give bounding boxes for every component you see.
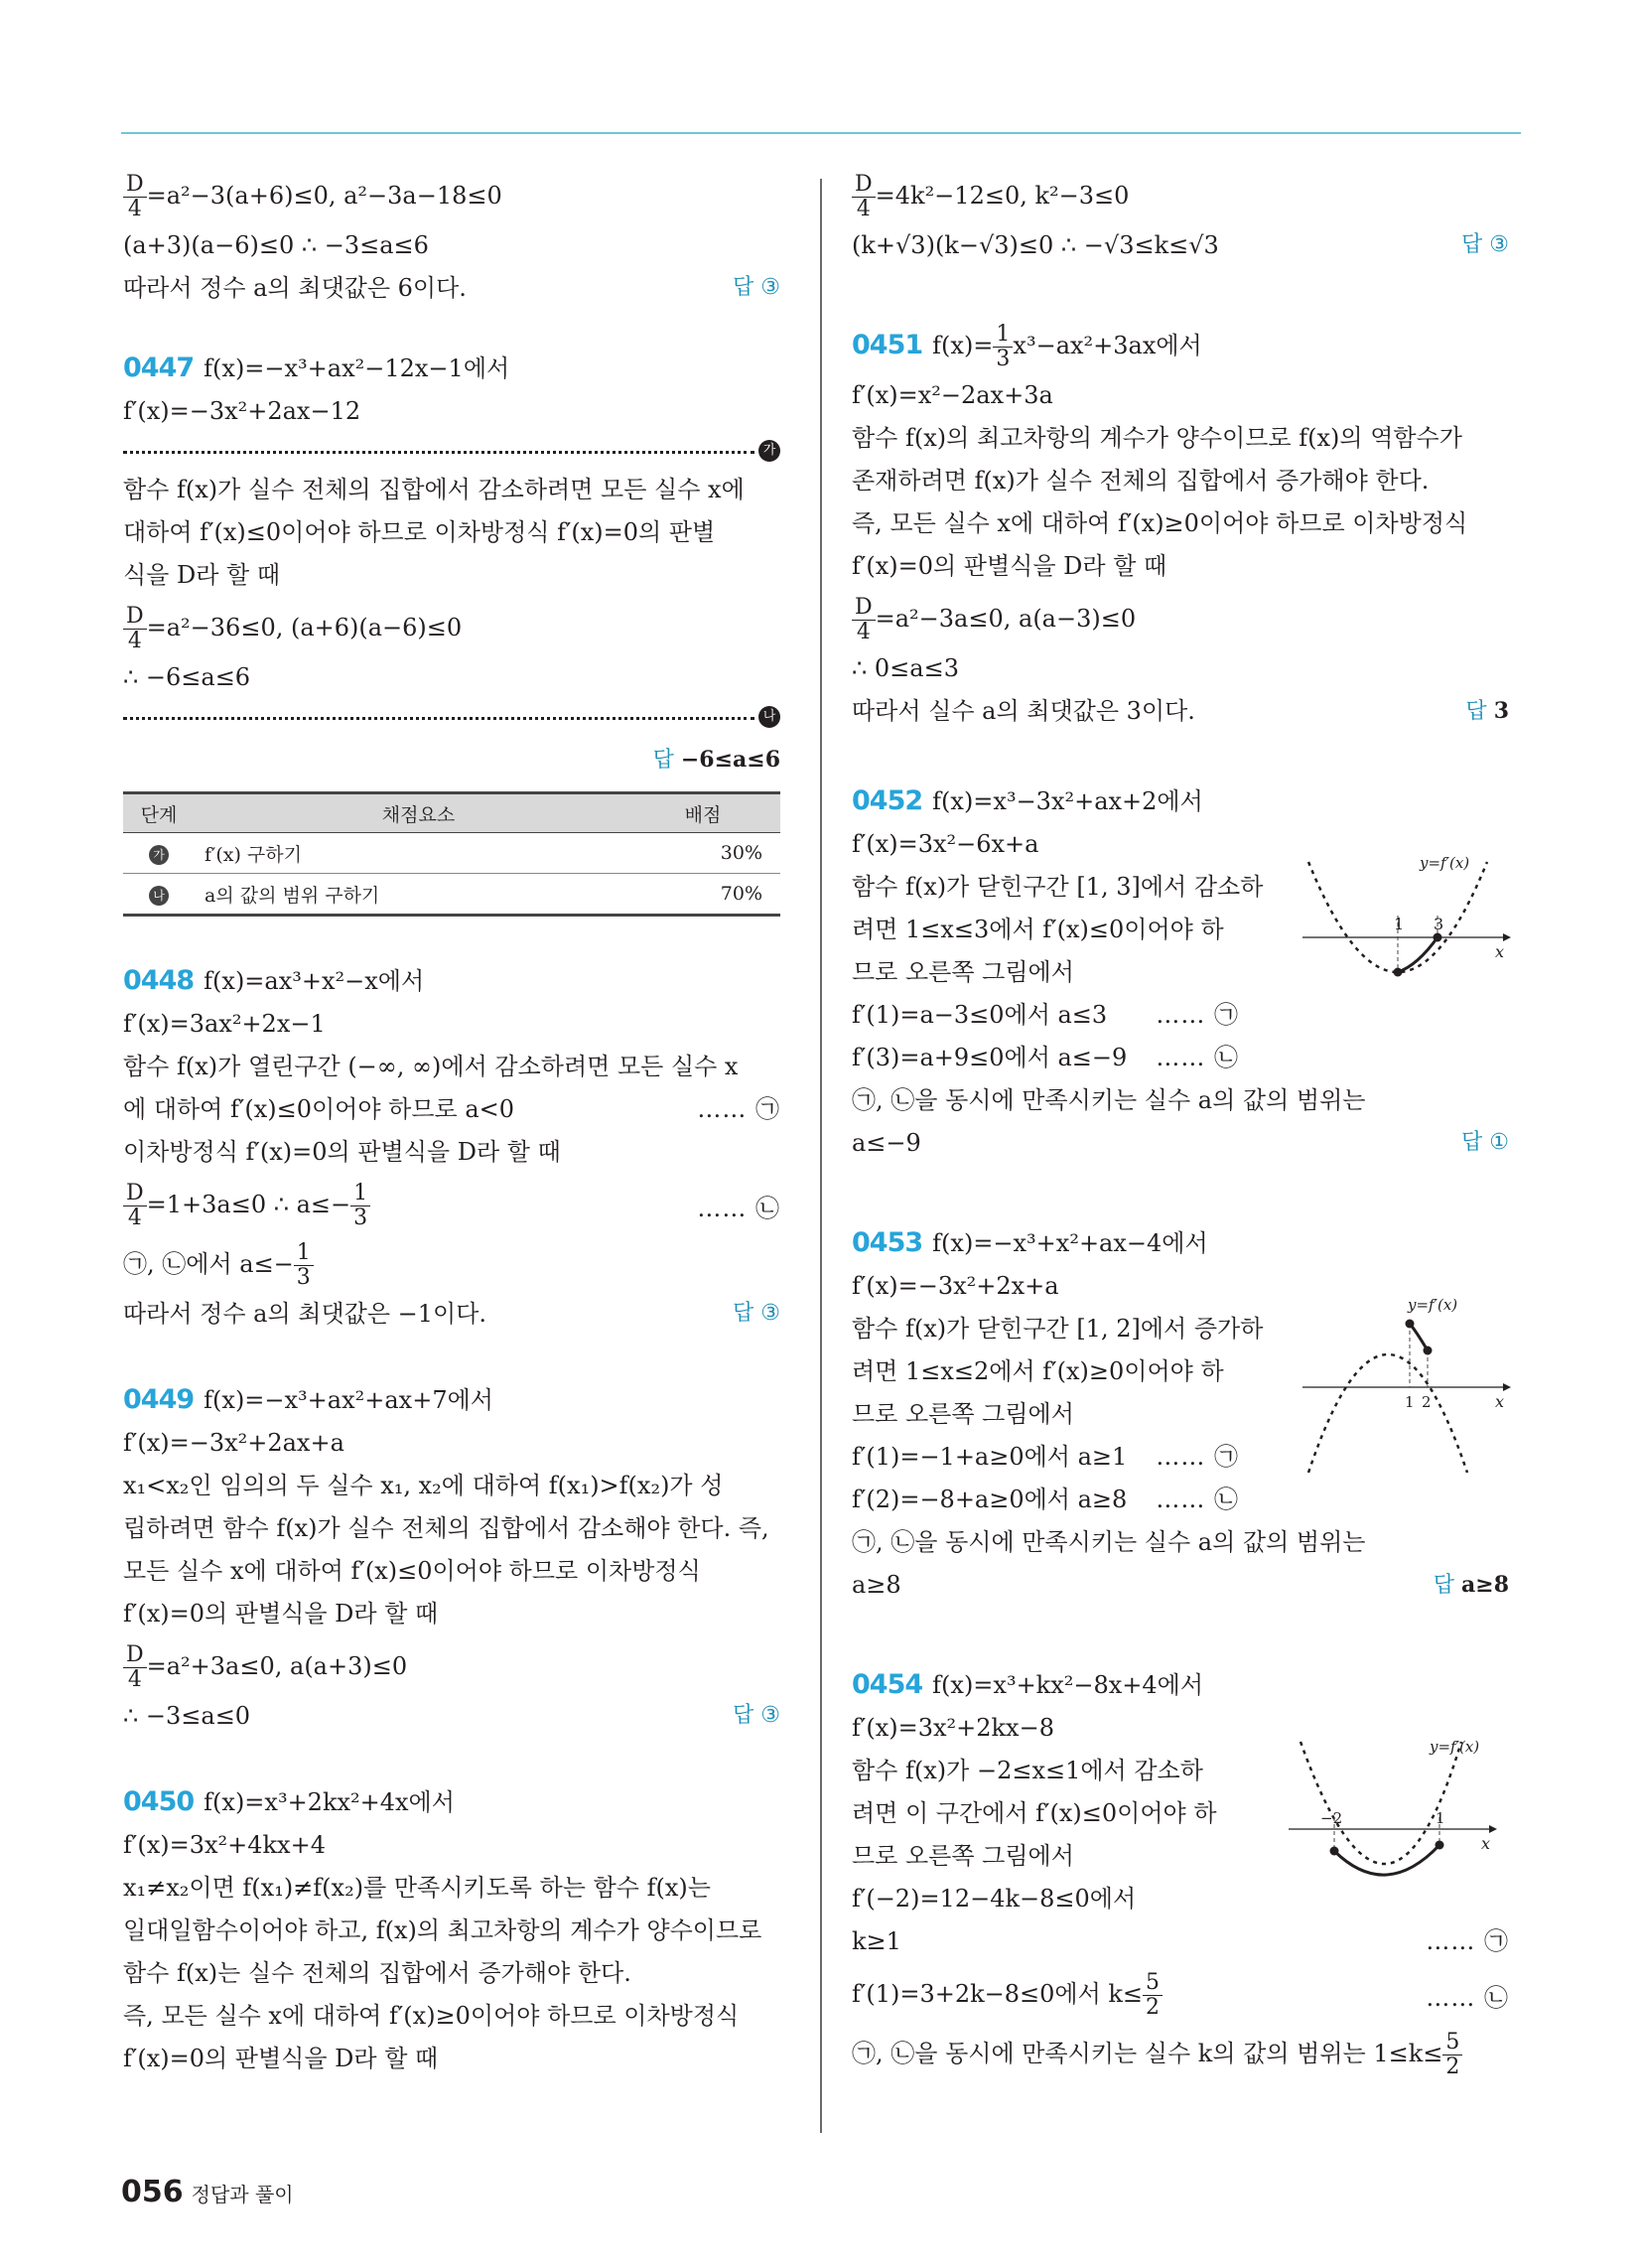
p452-line-4: 려면 1≤x≤3에서 f′(x)≤0이어야 하 [852, 916, 1224, 943]
problem-0452 [852, 786, 1509, 1171]
problem-0447-header [123, 354, 780, 396]
p454-line-5: 므로 오른쪽 그림에서 [852, 1842, 1074, 1870]
equation: f(x)=ax³+x²−x에서 [204, 967, 425, 995]
p452-line-8: ㉠, ㉡을 동시에 만족시키는 실수 a의 값의 범위는 [852, 1086, 1366, 1114]
fraction [123, 605, 147, 653]
problem-0451-header [852, 321, 1509, 380]
step-badge: 가 [758, 440, 780, 462]
problem-0453 [852, 1228, 1509, 1613]
answer-label: 답 [1433, 1573, 1454, 1598]
text: a≥8 [852, 1571, 901, 1599]
table-header: 채점요소 [195, 793, 642, 833]
problem-0453-header [852, 1228, 1509, 1271]
answer [733, 1701, 780, 1731]
text: a≤−9 [852, 1129, 921, 1157]
table-header: 배점 [642, 793, 780, 833]
condition-mark: …… ㉡ [1426, 1984, 1509, 2012]
p447-line-2: f′(x)=−3x²+2ax−12 [123, 397, 361, 425]
p452-line-2: f′(x)=3x²−6x+a [852, 830, 1039, 858]
text: f′(1)=3+2k−8≤0에서 k≤ [852, 1980, 1144, 2008]
answer [1461, 1128, 1509, 1158]
condition-mark: …… ㉠ [697, 1095, 780, 1123]
p452-line-6 [852, 1000, 1239, 1043]
p453-line-5: 므로 오른쪽 그림에서 [852, 1400, 1074, 1428]
frac-num: 5 [1143, 1971, 1163, 1996]
left-column [123, 171, 780, 2086]
frac-den: 3 [296, 1265, 311, 1290]
cont-line-2 [852, 230, 1509, 273]
p449-line-2: f′(x)=−3x²+2ax+a [123, 1429, 344, 1457]
p450-line-2: f′(x)=3x²+4kx+4 [123, 1831, 326, 1859]
footer-title: 정답과 풀이 [191, 2183, 294, 2206]
p451-line-5: 즉, 모든 실수 x에 대하여 f′(x)≥0이어야 하므로 이차방정식 [852, 509, 1468, 537]
frac-num: D [123, 1643, 147, 1668]
problem-number: 0451 [852, 330, 923, 360]
text: k≥1 [852, 1927, 901, 1955]
equation: x³−ax²+3ax에서 [1013, 332, 1202, 359]
fraction [852, 173, 876, 221]
step-divider-1 [123, 439, 780, 465]
fraction [1143, 1971, 1163, 2020]
tick-label: 1 [1405, 1393, 1415, 1411]
p451-line-6: f′(x)=0의 판별식을 D라 할 때 [852, 552, 1167, 580]
axis-label: x [1495, 1392, 1505, 1411]
answer-label: 답 [1461, 1130, 1483, 1155]
frac-den: 4 [127, 1205, 142, 1230]
frac-den: 4 [127, 197, 142, 221]
problem-number: 0453 [852, 1227, 923, 1258]
table-row [123, 874, 780, 916]
curve-label: y=f′(x) [1408, 1296, 1458, 1314]
p454-line-6: f′(−2)=12−4k−8≤0에서 [852, 1885, 1137, 1913]
tick-label: −2 [1320, 1809, 1343, 1827]
condition-mark: …… ㉠ [1156, 1443, 1239, 1471]
p448-line-7 [123, 1239, 780, 1299]
condition-mark: …… ㉡ [1156, 1486, 1239, 1513]
answer [1434, 1570, 1509, 1601]
condition-mark: …… ㉡ [697, 1195, 780, 1222]
frac-num: 1 [350, 1182, 370, 1206]
answer-label: 답 [733, 275, 754, 300]
p451-line-4: 존재하려면 f(x)가 실수 전체의 집합에서 증가해야 한다. [852, 467, 1430, 495]
tick-label: 3 [1434, 915, 1444, 933]
text: ∴ −3≤a≤0 [123, 1702, 251, 1730]
p449-line-3: x₁<x₂인 임의의 두 실수 x₁, x₂에 대하여 f(x₁)>f(x₂)가 성 [123, 1472, 724, 1499]
answer-value: ③ [760, 275, 780, 300]
problem-0454-header [852, 1670, 1509, 1713]
curve-label: y=f′(x) [1420, 854, 1470, 872]
fraction [294, 1241, 314, 1290]
equation: =4k²−12≤0, k²−3≤0 [875, 182, 1130, 210]
p447-line-5: 식을 D라 할 때 [123, 561, 281, 589]
frac-num: 5 [1442, 2031, 1462, 2055]
text: f′(1)=−1+a≥0에서 a≥1 [852, 1443, 1128, 1471]
right-column [852, 171, 1509, 2088]
p448-line-6 [123, 1180, 780, 1239]
equation: f(x)=x³−3x²+ax+2에서 [932, 787, 1203, 815]
p454-line-3: 함수 f(x)가 −2≤x≤1에서 감소하 [852, 1757, 1203, 1784]
fraction [123, 1643, 147, 1692]
p449-line-7 [123, 1641, 780, 1701]
p451-line-2: f′(x)=x²−2ax+3a [852, 381, 1053, 409]
table-cell: f′(x) 구하기 [195, 833, 642, 874]
answer [1465, 696, 1509, 727]
page-footer [121, 2175, 294, 2209]
text: 에 대하여 f′(x)≤0이어야 하므로 a<0 [123, 1095, 515, 1123]
table-cell: 70% [642, 874, 780, 916]
frac-den: 3 [996, 347, 1011, 371]
p447-line-6 [123, 603, 780, 662]
answer-value: a≥8 [1461, 1572, 1509, 1598]
p453-line-3: 함수 f(x)가 닫힌구간 [1, 2]에서 증가하 [852, 1315, 1264, 1343]
table-row [123, 833, 780, 874]
table-cell: a의 값의 범위 구하기 [195, 874, 642, 916]
problem-number: 0454 [852, 1669, 923, 1700]
problem-0452-header [852, 786, 1509, 829]
equation: =a²−3a≤0, a(a−3)≤0 [875, 605, 1137, 633]
frac-den: 4 [856, 620, 871, 644]
answer-label: 답 [733, 1301, 754, 1326]
frac-den: 4 [127, 629, 142, 653]
equation: f(x)=−x³+x²+ax−4에서 [932, 1229, 1208, 1257]
frac-num: 1 [294, 1241, 314, 1266]
p450-line-4: 일대일함수이어야 하고, f(x)의 최고차항의 계수가 양수이므로 [123, 1916, 762, 1944]
frac-num: D [852, 173, 876, 198]
p448-line-4 [123, 1094, 780, 1137]
equation: f(x)=−x³+ax²+ax+7에서 [204, 1386, 493, 1414]
p454-line-2: f′(x)=3x²+2kx−8 [852, 1714, 1054, 1742]
equation: f(x)=−x³+ax²−12x−1에서 [204, 354, 510, 382]
problem-0449-header [123, 1385, 780, 1428]
p452-line-3: 함수 f(x)가 닫힌구간 [1, 3]에서 감소하 [852, 873, 1264, 901]
p454-line-8 [852, 1969, 1509, 2029]
text: ㉠, ㉡을 동시에 만족시키는 실수 k의 값의 범위는 1≤k≤ [852, 2040, 1443, 2067]
text: f′(1)=a−3≤0에서 a≤3 [852, 1001, 1108, 1029]
cont-line-3 [123, 273, 780, 316]
answer-label: 답 [652, 748, 674, 773]
p451-line-9 [852, 696, 1509, 739]
fraction [852, 596, 876, 644]
answer-value: ③ [1489, 232, 1509, 257]
p449-line-8 [123, 1701, 780, 1744]
text: 따라서 정수 a의 최댓값은 6이다. [123, 274, 467, 302]
fraction [123, 1182, 147, 1230]
text: f′(3)=a+9≤0에서 a≤−9 [852, 1044, 1128, 1071]
p448-line-5: 이차방정식 f′(x)=0의 판별식을 D라 할 때 [123, 1138, 561, 1166]
p452-line-5: 므로 오른쪽 그림에서 [852, 958, 1074, 986]
p448-line-2: f′(x)=3ax²+2x−1 [123, 1010, 326, 1038]
p451-line-8: ∴ 0≤a≤3 [852, 654, 959, 682]
p447-line-3: 함수 f(x)가 실수 전체의 집합에서 감소하려면 모든 실수 x에 [123, 476, 745, 503]
p447-answer-row [123, 745, 780, 787]
p453-line-8: ㉠, ㉡을 동시에 만족시키는 실수 a의 값의 범위는 [852, 1528, 1366, 1556]
p450-line-3: x₁≠x₂이면 f(x₁)≠f(x₂)를 만족시키도록 하는 함수 f(x)는 [123, 1874, 711, 1902]
p447-line-7: ∴ −6≤a≤6 [123, 663, 251, 691]
fraction [350, 1182, 370, 1230]
p453-line-7 [852, 1485, 1239, 1527]
p453-line-4: 려면 1≤x≤2에서 f′(x)≥0이어야 하 [852, 1357, 1224, 1385]
tick-label: 2 [1422, 1393, 1432, 1411]
frac-den: 4 [856, 197, 871, 221]
tick-label: 1 [1394, 915, 1405, 933]
answer [733, 273, 780, 303]
page-number: 056 [121, 2175, 184, 2209]
answer-label: 답 [1461, 232, 1483, 257]
frac-den: 4 [127, 1667, 142, 1692]
p454-line-7 [852, 1926, 1509, 1969]
table-header: 단계 [123, 793, 195, 833]
frac-den: 2 [1146, 1995, 1161, 2020]
frac-num: D [852, 596, 876, 621]
answer-value: 3 [1493, 698, 1509, 724]
p448-line-3: 함수 f(x)가 열린구간 (−∞, ∞)에서 감소하려면 모든 실수 x [123, 1053, 739, 1080]
condition-mark: …… ㉡ [1156, 1044, 1239, 1071]
answer-value: ① [1489, 1130, 1509, 1155]
cont-line-2: (a+3)(a−6)≤0 ∴ −3≤a≤6 [123, 231, 429, 259]
frac-num: 1 [993, 323, 1013, 348]
answer-value: −6≤a≤6 [680, 747, 780, 773]
problem-number: 0447 [123, 353, 195, 383]
p449-line-6: f′(x)=0의 판별식을 D라 할 때 [123, 1600, 439, 1628]
equation: f(x)=x³+2kx²+4x에서 [204, 1788, 455, 1816]
p454-line-9 [852, 2029, 1509, 2088]
problem-number: 0449 [123, 1384, 195, 1415]
answer-label: 답 [733, 1703, 754, 1728]
text: 따라서 실수 a의 최댓값은 3이다. [852, 697, 1195, 725]
axis-label: x [1495, 942, 1505, 961]
frac-num: D [123, 605, 147, 630]
answer [733, 1299, 780, 1329]
text: (k+√3)(k−√3)≤0 ∴ −√3≤k≤√3 [852, 231, 1219, 259]
p453-line-6 [852, 1442, 1239, 1485]
grading-table [123, 791, 780, 917]
equation: f(x)= [932, 332, 994, 359]
p450-line-5: 함수 f(x)는 실수 전체의 집합에서 증가해야 한다. [123, 1959, 631, 1987]
problem-0450-header [123, 1787, 780, 1830]
tick-label: 1 [1436, 1809, 1445, 1827]
step-badge: 나 [758, 706, 780, 728]
condition-mark: …… ㉠ [1426, 1927, 1509, 1955]
fraction [1442, 2031, 1462, 2079]
problem-number: 0448 [123, 965, 195, 996]
equation: f(x)=x³+kx²−8x+4에서 [932, 1671, 1204, 1699]
p451-line-3: 함수 f(x)의 최고차항의 계수가 양수이므로 f(x)의 역함수가 [852, 424, 1462, 452]
top-rule [121, 132, 1521, 134]
equation: =a²+3a≤0, a(a+3)≤0 [146, 1652, 408, 1680]
p449-line-5: 모든 실수 x에 대하여 f′(x)≤0이어야 하므로 이차방정식 [123, 1557, 701, 1585]
equation: =a²−3(a+6)≤0, a²−3a−18≤0 [146, 182, 502, 210]
fraction [123, 173, 147, 221]
cont-line-1 [852, 171, 1509, 230]
problem-number: 0452 [852, 785, 923, 816]
frac-den: 3 [353, 1205, 368, 1230]
text: f′(2)=−8+a≥0에서 a≥8 [852, 1486, 1128, 1513]
frac-num: D [123, 173, 147, 198]
text: ㉠, ㉡에서 a≤− [123, 1250, 294, 1278]
p450-line-7: f′(x)=0의 판별식을 D라 할 때 [123, 2045, 439, 2072]
p454-line-4: 려면 이 구간에서 f′(x)≤0이어야 하 [852, 1799, 1217, 1827]
p453-line-9 [852, 1570, 1509, 1613]
p448-line-8 [123, 1299, 780, 1342]
step-badge: 나 [149, 886, 169, 906]
fraction [993, 323, 1013, 371]
problem-0454 [852, 1670, 1509, 2088]
equation: =a²−36≤0, (a+6)(a−6)≤0 [146, 614, 463, 641]
text: 따라서 정수 a의 최댓값은 −1이다. [123, 1300, 487, 1328]
problem-0448-header [123, 966, 780, 1009]
p452-line-7 [852, 1043, 1239, 1085]
curve-label: y=f′(x) [1430, 1738, 1480, 1756]
table-cell: 30% [642, 833, 780, 874]
answer [1461, 230, 1509, 260]
equation: =1+3a≤0 ∴ a≤− [146, 1191, 351, 1218]
p447-line-4: 대하여 f′(x)≤0이어야 하므로 이차방정식 f′(x)=0의 판별 [123, 518, 716, 546]
step-divider-2 [123, 705, 780, 731]
axis-label: x [1481, 1834, 1491, 1853]
column-divider [820, 179, 822, 2133]
step-badge: 가 [149, 845, 169, 865]
answer-value: ③ [760, 1301, 780, 1326]
answer [653, 745, 780, 776]
p449-line-4: 립하려면 함수 f(x)가 실수 전체의 집합에서 감소해야 한다. 즉, [123, 1514, 769, 1542]
problem-number: 0450 [123, 1786, 195, 1817]
answer-label: 답 [1465, 699, 1487, 724]
p451-line-7 [852, 594, 1509, 653]
p450-line-6: 즉, 모든 실수 x에 대하여 f′(x)≥0이어야 하므로 이차방정식 [123, 2002, 740, 2030]
frac-num: D [123, 1182, 147, 1206]
condition-mark: …… ㉠ [1156, 1001, 1239, 1029]
p453-line-2: f′(x)=−3x²+2x+a [852, 1272, 1059, 1300]
answer-value: ③ [760, 1703, 780, 1728]
p452-line-9 [852, 1128, 1509, 1171]
cont-line-1 [123, 171, 780, 230]
frac-den: 2 [1445, 2055, 1460, 2079]
